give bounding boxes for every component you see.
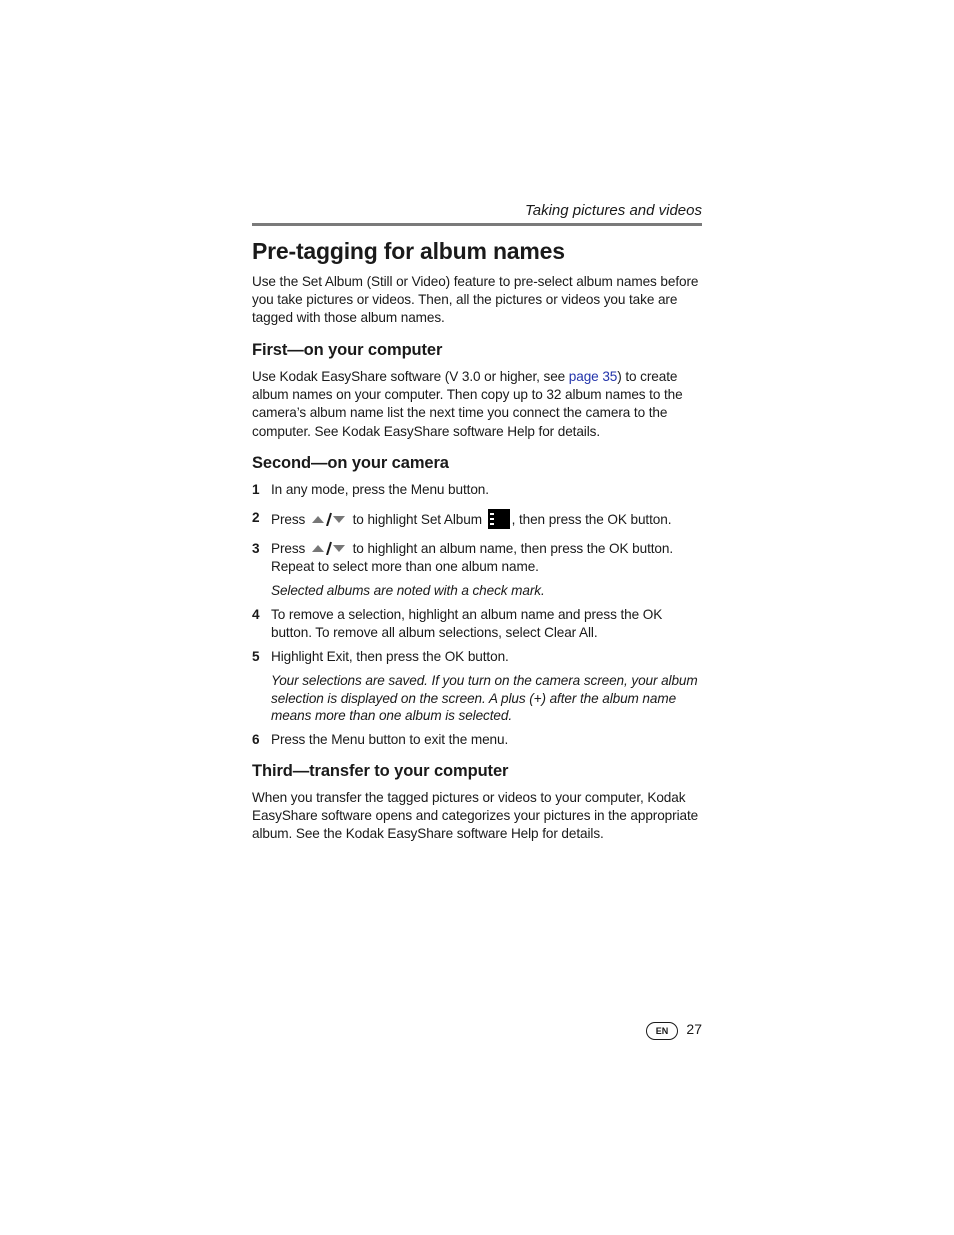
step-number: 2 bbox=[252, 510, 260, 525]
language-badge: EN bbox=[646, 1022, 678, 1040]
up-down-arrows-icon bbox=[311, 512, 347, 526]
step-3-pre: Press bbox=[271, 541, 306, 556]
step-text: To remove a selection, highlight an album name and press the OK button. To remove all album selections, select Clear All. bbox=[271, 607, 663, 641]
step-number: 5 bbox=[252, 649, 260, 664]
page-35-link[interactable]: page 35 bbox=[568, 369, 618, 384]
step-2-post: , then press the OK button. bbox=[511, 512, 672, 527]
up-down-arrows-icon bbox=[311, 541, 347, 555]
step-5-note: Your selections are saved. If you turn on the camera screen, your album selection is displayed on the screen. A plus (+) after the album name means more than one album is selected. bbox=[271, 673, 698, 724]
running-header: Taking pictures and videos bbox=[524, 202, 702, 219]
step-number: 3 bbox=[252, 541, 260, 556]
step-3-note: Selected albums are noted with a check mark. bbox=[271, 583, 545, 598]
step-2-mid: to highlight Set Album bbox=[352, 512, 482, 527]
set-album-icon bbox=[488, 509, 510, 529]
intro-paragraph: Use the Set Album (Still or Video) feature to pre-select album names before you take pictures or videos. Then, all the pictures or videos you take are tagged with those album names. bbox=[252, 274, 699, 326]
step-number: 4 bbox=[252, 607, 260, 622]
step-text: In any mode, press the Menu button. bbox=[271, 482, 489, 497]
header-rule bbox=[252, 223, 702, 226]
step-number: 6 bbox=[252, 732, 260, 747]
section-first-paragraph bbox=[252, 368, 702, 441]
section-first-text-before: Use Kodak EasyShare software (V 3.0 or higher, see bbox=[252, 369, 569, 384]
section-heading-first: First—on your computer bbox=[252, 341, 443, 359]
section-heading-second: Second—on your camera bbox=[252, 454, 449, 472]
section-first-text-after: ) to create album names on your computer. Then copy up to 32 album names to the camera’s album name list the next time you connect the camera to the computer. See Kodak EasyShare software Help for details. bbox=[252, 369, 683, 439]
step-3-post: to highlight an album name, then press the OK button. Repeat to select more than one album name. bbox=[271, 541, 674, 575]
section-heading-third: Third—transfer to your computer bbox=[252, 762, 509, 780]
step-text: Press the Menu button to exit the menu. bbox=[271, 732, 509, 747]
step-text bbox=[271, 509, 702, 529]
section-third-paragraph: When you transfer the tagged pictures or videos to your computer, Kodak EasyShare software opens and categorizes your pictures in the appropriate album. See the Kodak EasyShare software Help for details. bbox=[252, 790, 699, 842]
step-text: Highlight Exit, then press the OK button. bbox=[271, 649, 509, 664]
step-number: 1 bbox=[252, 482, 260, 497]
step-text bbox=[271, 540, 702, 576]
page-number: 27 bbox=[686, 1021, 702, 1037]
step-2-pre: Press bbox=[271, 512, 306, 527]
page-title: Pre-tagging for album names bbox=[252, 238, 565, 264]
